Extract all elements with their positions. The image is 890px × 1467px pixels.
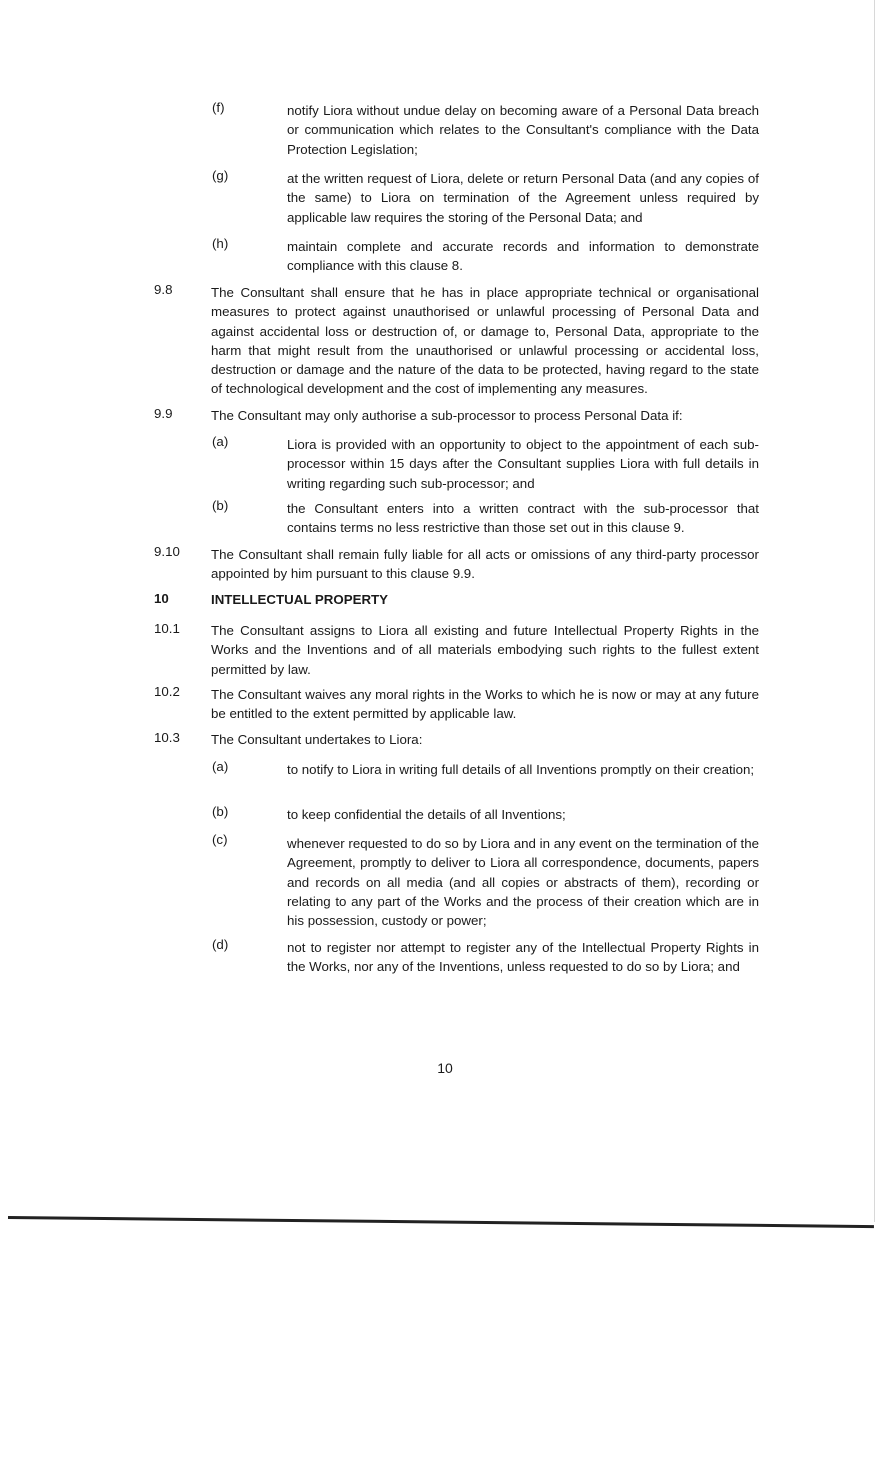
item-label-h: (h): [212, 236, 229, 251]
item-label-9-9-b: (b): [212, 498, 229, 513]
clause-number-10-2: 10.2: [154, 684, 180, 699]
clause-text-10-1: The Consultant assigns to Liora all existing and future Intellectual Property Rights in the Works and the Inventions and of all materials embodying such rights to the fullest extent permitted by law.: [211, 623, 759, 677]
item-label-10-3-c: (c): [212, 832, 228, 847]
item-text-10-3-a: to notify to Liora in writing full details of all Inventions promptly on their creation;: [287, 762, 755, 777]
clause-text-9-8: The Consultant shall ensure that he has in place appropriate technical or organisational measures to protect against unauthorised or unlawful processing of Personal Data and against accidental loss or destruction of, or damage to, Personal Data, appropriate to the harm that might result from the unauthorised or unlawful processing or accidental loss, destruction or damage and the nature of the data to be protected, having regard to the state of technological development and the cost of implementing any measures.: [211, 285, 759, 397]
item-text-10-3-b: to keep confidential the details of all Inventions;: [287, 807, 566, 822]
item-label-f: (f): [212, 100, 225, 115]
item-label-10-3-d: (d): [212, 937, 229, 952]
item-label-10-3-a: (a): [212, 759, 229, 774]
item-text-10-3-d: not to register nor attempt to register any of the Intellectual Property Rights in the Works, nor any of the Inventions, unless requested to do so by Liora; and: [287, 940, 759, 975]
clause-text-9-9: The Consultant may only authorise a sub-processor to process Personal Data if:: [211, 408, 683, 423]
clause-text-10-2: The Consultant waives any moral rights in the Works to which he is now or may at any future be entitled to the extent permitted by applicable law.: [211, 687, 759, 722]
item-text-g: at the written request of Liora, delete or return Personal Data (and any copies of the same) to Liora on termination of the Agreement unless required by applicable law requires the storing of the Personal Data; and: [287, 171, 759, 225]
item-label-9-9-a: (a): [212, 434, 229, 449]
item-text-9-9-a: Liora is provided with an opportunity to object to the appointment of each sub-processor within 15 days after the Consultant supplies Liora with full details in writing regarding such sub-processor; and: [287, 437, 759, 491]
item-text-10-3-c: whenever requested to do so by Liora and in any event on the termination of the Agreement, promptly to deliver to Liora all correspondence, documents, papers and records on all media (and all copies or abstracts of them), recording or relating to any part of the Works and the process of their creation which are in his possession, custody or power;: [287, 836, 759, 929]
clause-number-9-9: 9.9: [154, 406, 173, 421]
page-number: 10: [437, 1060, 453, 1076]
item-text-f: notify Liora without undue delay on becoming aware of a Personal Data breach or communication which relates to the Consultant's compliance with the Data Protection Legislation;: [287, 103, 759, 157]
item-text-h: maintain complete and accurate records and information to demonstrate compliance with this clause 8.: [287, 239, 759, 274]
clause-text-10-3: The Consultant undertakes to Liora:: [211, 732, 423, 747]
clause-number-9-10: 9.10: [154, 544, 180, 559]
clause-number-9-8: 9.8: [154, 282, 173, 297]
clause-number-10-1: 10.1: [154, 621, 180, 636]
item-label-g: (g): [212, 168, 229, 183]
clause-number-10-3: 10.3: [154, 730, 180, 745]
item-text-9-9-b: the Consultant enters into a written contract with the sub-processor that contains terms no less restrictive than those set out in this clause 9.: [287, 501, 759, 536]
section-title-10: INTELLECTUAL PROPERTY: [211, 592, 389, 607]
item-label-10-3-b: (b): [212, 804, 229, 819]
clause-text-9-10: The Consultant shall remain fully liable for all acts or omissions of any third-party processor appointed by him pursuant to this clause 9.9.: [211, 547, 759, 582]
section-number-10: 10: [154, 591, 169, 606]
